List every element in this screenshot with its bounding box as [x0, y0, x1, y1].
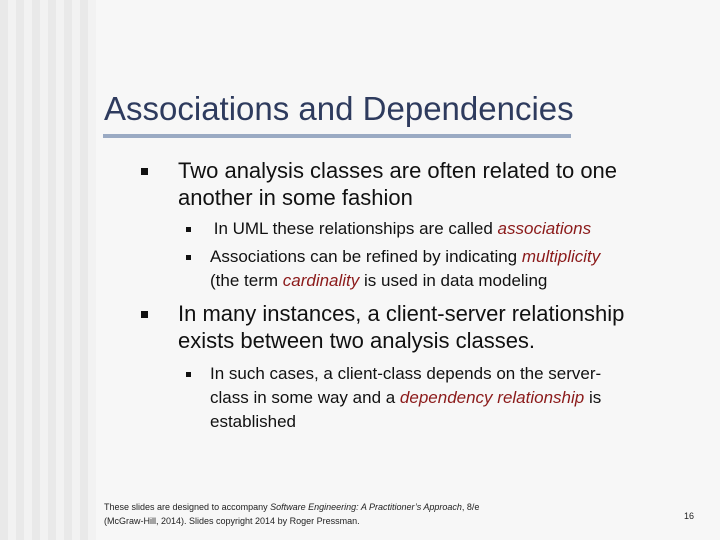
sub-bullet-1-1-pre: In UML these relationships are called [209, 219, 498, 238]
sub-bullet-1-2-line2-post: is used in data modeling [359, 271, 548, 290]
page-number: 16 [683, 511, 694, 521]
bullet-2-line-2: exists between two analysis classes. [178, 328, 536, 353]
slide-title: Associations and Dependencies [104, 90, 574, 127]
bullet-1-line-2: another in some fashion [178, 185, 413, 210]
footer-credit [104, 500, 624, 528]
sub-bullet-marker [186, 255, 191, 260]
sub-bullet-2-1-line3: established [210, 412, 297, 431]
sub-bullet-marker [186, 372, 191, 377]
bullet-2-line-1: In many instances, a client-server relationship [178, 301, 625, 326]
bullet-marker [141, 168, 148, 175]
sub-bullet-2-1-line1: In such cases, a client-class depends on the server- [210, 364, 602, 383]
footer-book-title: Software Engineering: A Practitioner’s Approach [270, 502, 462, 512]
sub-bullet-1-1-text [209, 217, 689, 241]
sub-bullet-2-1-line2-pre: class in some way and a [210, 388, 400, 407]
bullet-2-text [178, 300, 678, 354]
footer-edition: , 8/e [461, 502, 480, 512]
sub-bullet-1-2-pre: Associations can be refined by indicating [210, 247, 522, 266]
multiplicity-term: multiplicity [521, 247, 601, 266]
decorative-stripes [0, 0, 96, 540]
footer-line-2: (McGraw-Hill, 2014). Slides copyright 2014 by Roger Pressman. [104, 516, 360, 526]
bullet-marker [141, 311, 148, 318]
sub-bullet-1-2-line2-pre: (the term [210, 271, 283, 290]
title-underline [103, 134, 571, 138]
bullet-1-line-1: Two analysis classes are often related to one [178, 158, 618, 183]
footer-pre: These slides are designed to accompany [104, 502, 271, 512]
dependency-relationship-term: dependency relationship [399, 388, 585, 407]
bullet-1-text [178, 157, 678, 211]
sub-bullet-2-1-line2-post: is [584, 388, 602, 407]
sub-bullet-1-2-text [210, 245, 690, 293]
sub-bullet-2-1-text [210, 362, 690, 434]
cardinality-term: cardinality [282, 271, 360, 290]
sub-bullet-marker [186, 227, 191, 232]
associations-term: associations [497, 219, 592, 238]
